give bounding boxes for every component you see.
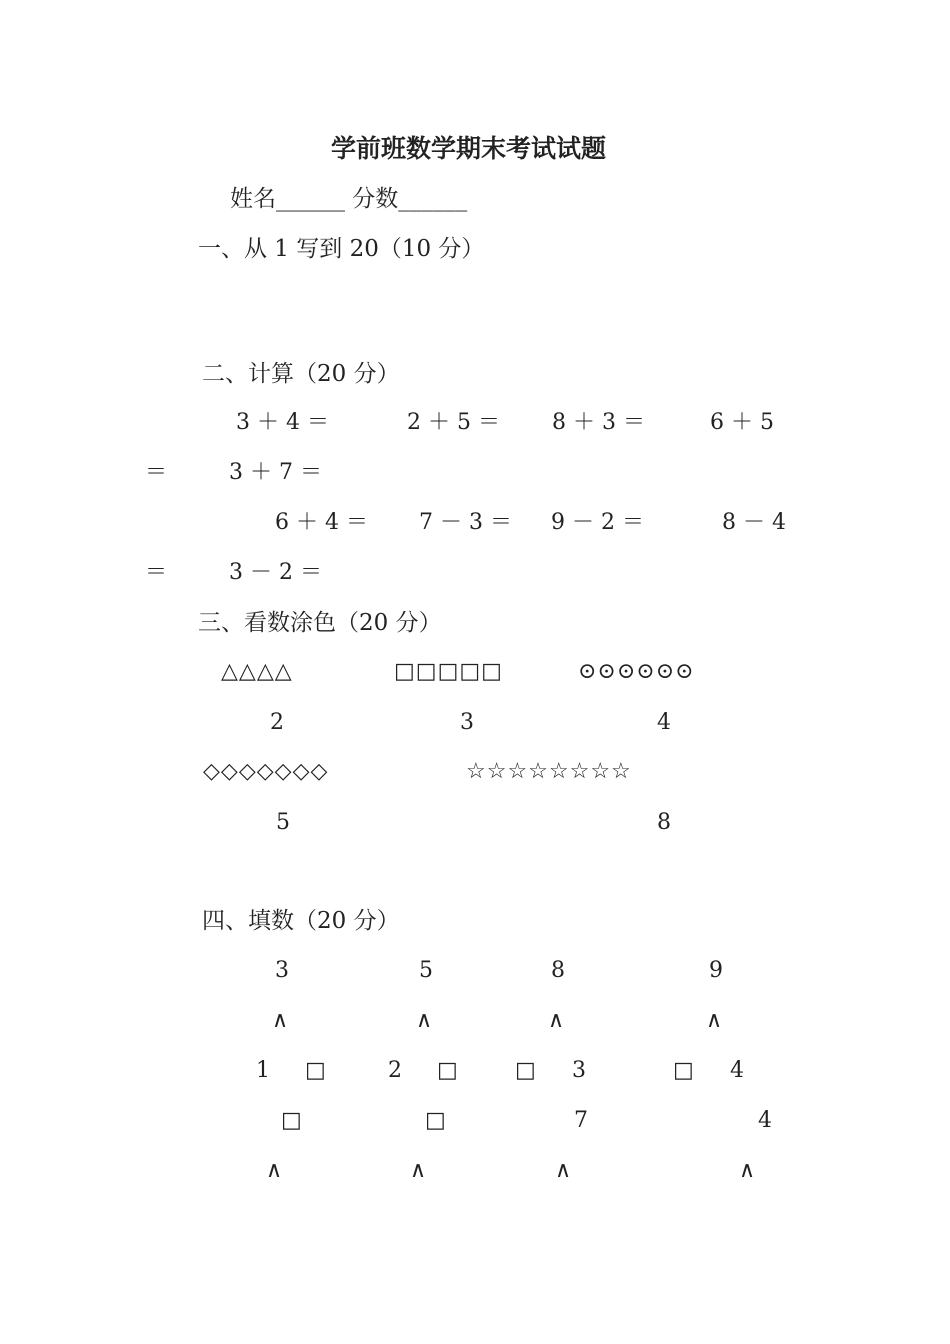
split-left-part[interactable]: □: [515, 1058, 536, 1083]
split-symbol: ∧: [410, 1158, 427, 1183]
section4-heading: 四、填数（20 分）: [202, 908, 400, 934]
split-top-number[interactable]: □: [425, 1108, 446, 1133]
split-top-number: 8: [551, 958, 565, 983]
split-symbol: ∧: [555, 1158, 572, 1183]
split-symbol: ∧: [272, 1008, 289, 1033]
section1-heading: 一、从 1 写到 20（10 分）: [198, 236, 485, 262]
split-top-number[interactable]: □: [281, 1108, 302, 1133]
calc-problem: 2 ＋ 5 ＝: [407, 410, 500, 435]
calc-problem: ＝: [145, 560, 168, 585]
calc-problem: ＝: [145, 460, 168, 485]
split-left-part: 1: [256, 1058, 270, 1083]
split-top-number: 4: [758, 1108, 772, 1133]
split-symbol: ∧: [416, 1008, 433, 1033]
triangle-shapes: △△△△: [221, 659, 293, 684]
split-top-number: 9: [709, 958, 723, 983]
calc-problem: 9 － 2 ＝: [551, 510, 644, 535]
color-count: 3: [460, 710, 474, 735]
split-symbol: ∧: [739, 1158, 756, 1183]
split-symbol: ∧: [266, 1158, 283, 1183]
circle-dot-shapes: ⊙⊙⊙⊙⊙⊙: [578, 659, 695, 684]
square-shapes: □□□□□: [394, 659, 503, 684]
page-title: 学前班数学期末考试试题: [331, 134, 607, 163]
split-symbol: ∧: [548, 1008, 565, 1033]
calc-problem: 6 ＋ 5: [710, 410, 774, 435]
split-left-part[interactable]: □: [673, 1058, 694, 1083]
split-right-part[interactable]: □: [305, 1058, 326, 1083]
split-right-part: 3: [572, 1058, 586, 1083]
section2-heading: 二、计算（20 分）: [202, 361, 400, 387]
calc-problem: 3 ＋ 4 ＝: [236, 410, 329, 435]
color-count: 4: [657, 710, 671, 735]
split-right-part[interactable]: □: [437, 1058, 458, 1083]
color-count: 2: [270, 710, 284, 735]
calc-problem: 3 ＋ 7 ＝: [229, 460, 322, 485]
calc-problem: 3 － 2 ＝: [229, 560, 322, 585]
split-top-number: 5: [419, 958, 433, 983]
diamond-shapes: ◇◇◇◇◇◇◇: [203, 759, 329, 784]
color-count: 8: [657, 810, 671, 835]
split-right-part: 4: [730, 1058, 744, 1083]
star-shapes: ☆☆☆☆☆☆☆☆: [466, 759, 632, 784]
section3-heading: 三、看数涂色（20 分）: [198, 610, 442, 636]
calc-problem: 8 ＋ 3 ＝: [552, 410, 645, 435]
calc-problem: 6 ＋ 4 ＝: [275, 510, 368, 535]
color-count: 5: [276, 810, 290, 835]
calc-problem: 8 － 4: [722, 510, 786, 535]
name-score-line: 姓名______ 分数______: [230, 186, 468, 212]
split-left-part: 2: [388, 1058, 402, 1083]
calc-problem: 7 － 3 ＝: [419, 510, 512, 535]
split-top-number: 7: [574, 1108, 588, 1133]
split-symbol: ∧: [706, 1008, 723, 1033]
split-top-number: 3: [275, 958, 289, 983]
